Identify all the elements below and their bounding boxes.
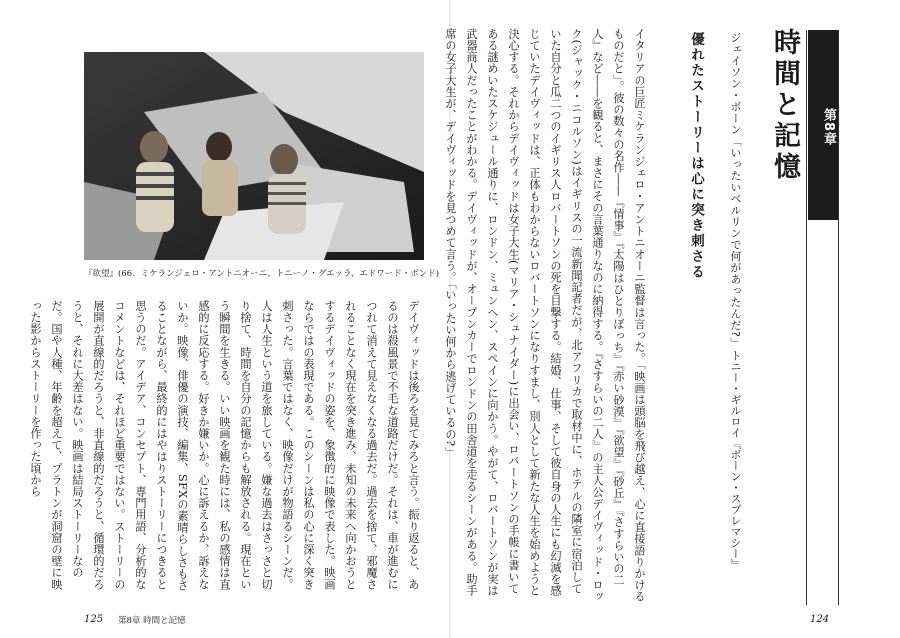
right-page-number: 124 xyxy=(810,614,830,625)
left-page-number: 125 xyxy=(84,614,104,625)
chapter-label xyxy=(808,30,838,220)
section-heading: 優れたストーリーは心に突き刺さる xyxy=(688,32,704,280)
left-running-head: 第8章 時間と記憶 xyxy=(118,616,186,626)
right-page-body: イタリアの巨匠ミケランジェロ・アントニオーニ監督は言った。「映画は頭脳を飛び越え、心に直接語りかけるものだと」。彼の数々の名作――『情事』『太陽はひとりぼっち』『赤い砂漠』『欲望』『砂丘』『さすらいの二人』など――を観ると、まさにその言葉通りなのに納得する。『さすらいの二人』の主人公デイヴィッド・ロック(ジャック・ニコルソン)はイギリスの一流新聞記者だが、北アフリカで取材中に、ホテルの隣室に宿泊していた自分と瓜二つのイギリス人ロバートソンの死を目撃する。結婚、仕事、そして彼自身の人生にも幻滅を感じていたデイヴィッドは、正体もわからないロバートソンになりすまし、別人として新たな人生を始めようと決心する。それからデイヴィッドは女子大生(マリア・シュナイダー)に出会い、ロバートソンの手帳に書いてある謎めいたスケジュール通りに、ロンドン、ミュンヘン、スペインに向かう。やがて、ロバートソンが実は武器商人だったことがわかる。デイヴィッドが、オープンカーでロンドンの田舎道を走るシーンがある。助手席の女子大生が、デイヴィッドを見つめて言う。「いったい何から逃げているの?」 xyxy=(444,28,646,603)
photo-caption: 『欲望』(66、ミケランジェロ・アントニオーニ、トニーノ・グエッラ、エドワード・ボンド) xyxy=(84,269,440,279)
epigraph-quote: ジェイソン・ボーン「いったいベルリンで何があったんだ?」 xyxy=(729,32,742,349)
chapter-rule-left xyxy=(806,30,807,605)
film-still-image xyxy=(84,52,424,260)
chapter-rule-right xyxy=(838,30,839,605)
film-still-photo xyxy=(84,52,424,260)
chapter-title: 時間と記憶 xyxy=(769,28,800,183)
left-page-body: デイヴィッドは後ろを見てみろと言う。振り返ると、あるのは殺風景で不毛な道路だけだ。それは、車が進むにつれて消えて見えなくなる過去だ。過去を捨て、邪魔されることなく現在を突き進み、未知の未来へ向かおうとするデイヴィッドの姿を、象徴的に映像で表した。映画ならではの表現である。このシーンは私の心に深く突き刺さった。言葉ではなく、映像だけが物語るシーンだ。人は人生という道を旅している。嫌な過去はさっさと切り捨て、時間を自分の記憶からも解放される。現在という瞬間を生きる。いい映画を観た時には、私の感情は直感的に反応する。好きか嫌いか。心に訴えるか、訴えないか。映像、俳優の演技、編集、SFXの素晴らしさもさることながら、最終的にはやはりストーリーにつきると思うのだ。アイデア、コンセプト、専門用語、分析的なコメントなどは、それほど重要ではない。ストーリーの展開が直線的だろうと、非直線的だろうと、循環的だろうと、それに大差はない。映画は結局ストーリーなのだ。国や人種、年齢を超えて、プラトンが洞窟の壁に映った影からストーリーを作った頃から xyxy=(29,300,420,592)
epigraph-source: トニー・ギルロイ『ボーン・スプレマシー』 xyxy=(729,350,742,570)
chapter-label-text: 第8章 xyxy=(821,107,836,147)
